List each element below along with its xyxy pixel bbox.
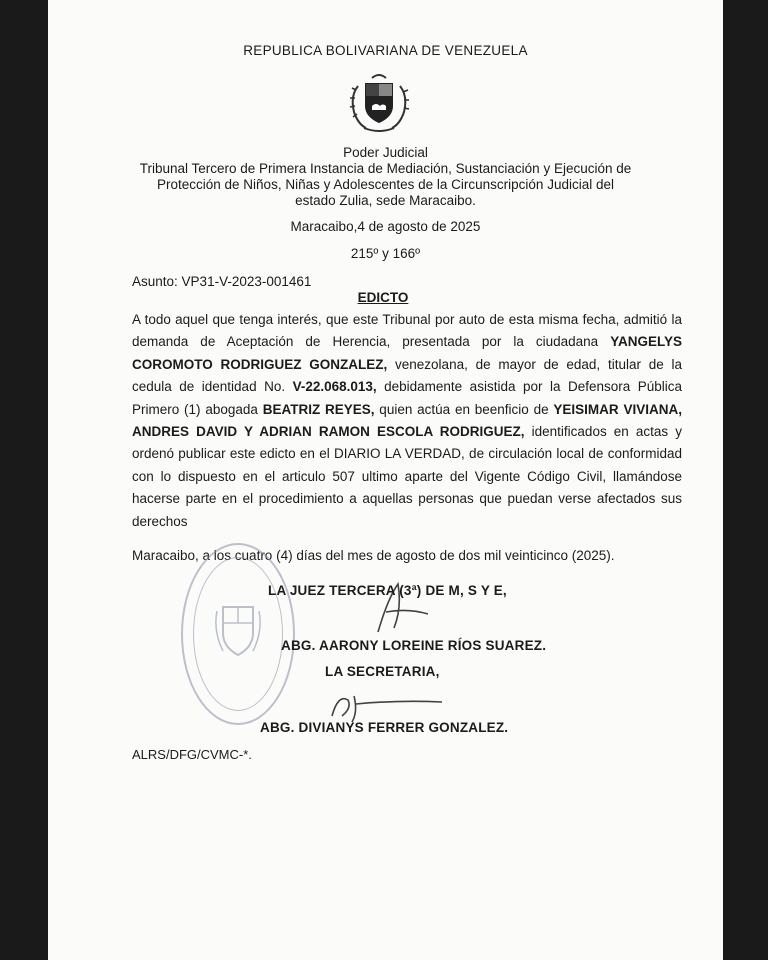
coat-of-arms-icon bbox=[344, 72, 414, 136]
court-line-1: Tribunal Tercero de Primera Instancia de Mediación, Sustanciación y Ejecución de bbox=[139, 161, 632, 176]
initials: ALRS/DFG/CVMC-*. bbox=[132, 747, 252, 762]
judge-signature-icon bbox=[358, 578, 448, 638]
document-title: EDICTO bbox=[357, 290, 409, 305]
attorney-name: BEATRIZ REYES, bbox=[262, 401, 375, 417]
body-text: quien actúa en beenficio de bbox=[374, 401, 554, 417]
court-line-2: Protección de Niños, Niñas y Adolescentes de la Circunscripción Judicial del bbox=[157, 177, 614, 192]
body-text: venezolana, de mayor de edad, titular de la cedula de identidad No. bbox=[132, 356, 682, 395]
secretary-title: LA SECRETARIA, bbox=[325, 664, 440, 679]
edict-body bbox=[132, 309, 682, 533]
years: 215º y 166º bbox=[350, 246, 421, 261]
secretary-name: ABG. DIVIANYS FERRER GONZALEZ. bbox=[260, 720, 509, 735]
petitioner-name: YANGELYS COROMOTO RODRIGUEZ GONZALEZ, bbox=[132, 334, 682, 372]
petitioner-id: V-22.068.013, bbox=[292, 379, 377, 395]
place-date: Maracaibo,4 de agosto de 2025 bbox=[290, 219, 481, 234]
country-heading: REPUBLICA BOLIVARIANA DE VENEZUELA bbox=[243, 43, 528, 58]
court-line-3: estado Zulia, sede Maracaibo. bbox=[295, 193, 476, 208]
case-label: Asunto bbox=[132, 274, 175, 289]
body-text: A todo aquel que tenga interés, que este Tribunal por auto de esta misma fecha, admitió la demanda de Aceptación de Herencia, presentada por la ciudadana bbox=[132, 312, 682, 350]
closing-line: Maracaibo, a los cuatro (4) días del mes de agosto de dos mil veinticinco (2025). bbox=[132, 548, 615, 563]
beneficiaries-names: YEISIMAR VIVIANA, ANDRES DAVID Y ADRIAN RAMON ESCOLA RODRIGUEZ, bbox=[132, 401, 682, 440]
branch-heading: Poder Judicial bbox=[343, 145, 428, 160]
secretary-signature-icon bbox=[318, 690, 448, 724]
body-text: identificados en actas y ordenó publicar este edicto en el DIARIO LA VERDAD, de circulación local de conformidad con lo dispuesto en el articulo 507 ultimo aparte del Vigente Código Civil, llamándose hacerse parte en el procedimiento a aquellas personas que puedan verse afectados sus derechos bbox=[132, 424, 682, 529]
case-number-value: VP31-V-2023-001461 bbox=[181, 274, 312, 289]
judge-name: ABG. AARONY LOREINE RÍOS SUAREZ. bbox=[281, 638, 547, 653]
stamp-emblem-icon bbox=[213, 597, 263, 667]
judge-title: LA JUEZ TERCERA (3ª) DE M, S Y E, bbox=[268, 583, 507, 598]
body-text: debidamente asistida por la Defensora Pública Primero (1) abogada bbox=[132, 379, 682, 417]
document-page bbox=[48, 0, 723, 960]
official-stamp bbox=[181, 543, 295, 725]
case-number: Asunto: VP31-V-2023-001461 bbox=[132, 274, 312, 289]
